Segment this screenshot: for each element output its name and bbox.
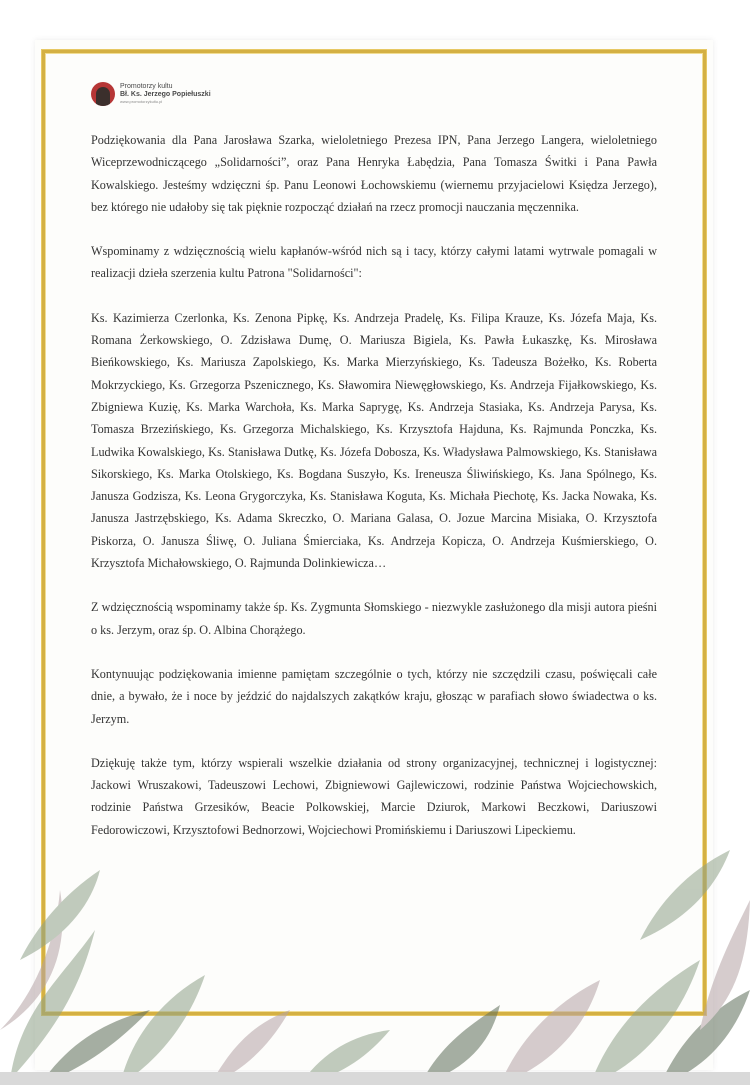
logo-line-2: Bł. Ks. Jerzego Popiełuszki <box>120 91 211 98</box>
document-body <box>91 129 657 863</box>
paragraph-thanks: Podziękowania dla Pana Jarosława Szarka, wieloletniego Prezesa IPN, Pana Jerzego Langera, wieloletniego Wiceprzewodniczącego „Solidarności”, oraz Pana Henryka Łabędzia, Pana Tomasza Świtki i Pana Pawła Kowalskiego. Jesteśmy wdzięczni śp. Panu Leonowi Łochowskiemu (wiernemu przyjacielowi Księdza Jerzego), bez którego nie udałoby się tak pięknie rozpocząć działań na rzecz promocji nauczania męczennika. <box>91 133 657 214</box>
paragraph-remembrance: Z wdzięcznością wspominamy także śp. Ks. Zygmunta Słomskiego - niezwykle zasłużonego dla misji autora pieśni o ks. Jerzym, oraz śp. O. Albina Chorążego. <box>91 600 657 637</box>
logo <box>91 79 211 109</box>
portrait-icon <box>91 82 115 106</box>
bottom-strip <box>0 1072 750 1085</box>
logo-text <box>120 83 211 105</box>
logo-line-1: Promotorzy kultu <box>120 83 173 90</box>
paragraph-priests-intro: Wspominamy z wdzięcznością wielu kapłanów-wśród nich są i tacy, którzy całymi latami wytrwale pomagali w realizacji dzieła szerzenia kultu Patrona "Solidarności": <box>91 244 657 281</box>
paragraph-continued-thanks: Kontynuując podziękowania imienne pamiętam szczególnie o tych, którzy nie szczędzili czasu, poświęcali całe dnie, a bywało, że i noce by jeździć do najdalszych zakątków kraju, głosząc w parafiach słowo świadectwa o ks. Jerzym. <box>91 666 657 726</box>
paragraph-priests-list: Ks. Kazimierza Czerlonka, Ks. Zenona Pipkę, Ks. Andrzeja Pradelę, Ks. Filipa Krauze, Ks. Józefa Maja, Ks. Romana Żerkowskiego, O. Zdzisława Dumę, O. Mariusza Bigiela, Ks. Pawła Łukaszkę, Ks. Mirosława Bieńkowskiego, Ks. Mariusza Zapolskiego, Ks. Marka Mierzyńskiego, Ks. Tadeusza Bożełko, Ks. Roberta Mokrzyckiego, Ks. Grzegorza Pszenicznego, Ks. Sławomira Niewęgłowskiego, Ks. Andrzeja Fijałkowskiego, Ks. Zbigniewa Kuzię, Ks. Marka Warchoła, Ks. Marka Saprygę, Ks. Andrzeja Stasiaka, Ks. Andrzeja Parysa, Ks. Tomasza Brzezińskiego, Ks. Grzegorza Michalskiego, Ks. Krzysztofa Hajduna, Ks. Rajmunda Ponczka, Ks. Ludwika Kowalskiego, Ks. Stanisława Dutkę, Ks. Józefa Dobosza, Ks. Władysława Palmowskiego, Ks. Stanisława Sikorskiego, Ks. Marka Otolskiego, Ks. Bogdana Suszyło, Ks. Ireneusza Śliwińskiego, Ks. Jana Spólnego, Ks. Janusza Godzisza, Ks. Leona Grygorczyka, Ks. Stanisława Koguta, Ks. Michała Piechotę, Ks. Jacka Nowaka, Ks. Janusza Jastrzębskiego, Ks. Adama Skreczko, O. Mariana Galasa, O. Jozue Marcina Misiaka, O. Krzysztofa Piskorza, O. Janusza Śliwę, O. Juliana Śmierciaka, Ks. Andrzeja Kopicza, O. Andrzeja Kuśmierskiego, O. Krzysztofa Michałowskiego, O. Rajmunda Dolinkiewicza… <box>91 310 657 571</box>
logo-url: www.promotorzykultu.pl <box>120 99 163 104</box>
paragraph-organizational-thanks: Dziękuję także tym, którzy wspierali wszelkie działania od strony organizacyjnej, technicznej i logistycznej: Jackowi Wruszakowi, Tadeuszowi Lechowi, Zbigniewowi Gajlewiczowi, rodzinie Państwa Wojciechowskich, rodzinie Państwa Grzesików, Beacie Polkowskiej, Marcie Dziurok, Markowi Beczkowi, Dariuszowi Fedorowiczowi, Krzysztofowi Bednorzowi, Wojciechowi Promińskiemu i Dariuszowi Lipeckiemu. <box>91 755 657 837</box>
